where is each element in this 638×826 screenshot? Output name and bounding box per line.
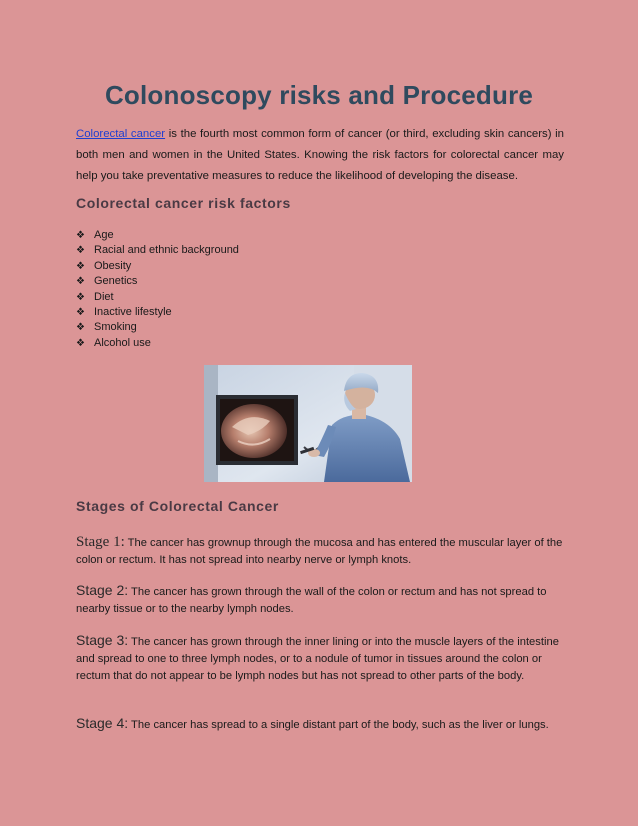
stage-1-label: Stage 1: [76,534,125,550]
list-item-label: Alcohol use [94,336,151,349]
list-item-label: Age [94,229,114,241]
list-item [76,336,239,351]
intro-paragraph [76,124,564,187]
list-item [76,243,239,258]
risk-factors-heading: Colorectal cancer risk factors [76,195,291,211]
list-item [76,228,239,243]
list-item-label: Obesity [94,259,132,272]
stage-1-text: The cancer has grownup through the mucosa and has entered the muscular layer of the colon or rectum. It has not spread into nearby nerve or lymph knots. [76,537,563,566]
diamond-bullet-icon: ❖ [76,276,85,288]
list-item [76,320,239,335]
diamond-bullet-icon: ❖ [76,337,85,349]
risk-factors-list [76,228,239,351]
stage-1-paragraph [76,534,566,569]
list-item-label: Inactive lifestyle [94,306,172,319]
stage-4-text: The cancer has spread to a single distant part of the body, such as the liver or lungs. [128,719,549,731]
diamond-bullet-icon: ❖ [76,245,85,257]
stage-3-text: The cancer has grown through the inner lining or into the muscle layers of the intestine and spread to one to three lymph nodes, or to a nodule of tumor in tissues around the colon or rectum that do not appear to be lymph nodes but has not spread to other parts of the body. [76,636,559,682]
stage-4-label: Stage 4: [76,715,129,731]
list-item-label: Smoking [94,321,137,334]
colorectal-cancer-link[interactable]: Colorectal cancer [76,128,166,140]
stage-4-paragraph [76,715,566,734]
diamond-bullet-icon: ❖ [76,322,85,334]
list-item [76,290,239,305]
list-item-label: Diet [94,290,114,303]
diamond-bullet-icon: ❖ [76,230,85,241]
intro-text: is the fourth most common form of cancer (or third, excluding skin cancers) in both men and women in the United States. Knowing the risk factors for colorectal cancer may help you take preventative measures to reduce the likelihood of developing the disease. [76,128,564,182]
stage-2-label: Stage 2: [76,582,129,598]
stage-2-text: The cancer has grown through the wall of the colon or rectum and has not spread to nearby tissue or to the nearby lymph nodes. [76,586,547,615]
colonoscopy-photo [204,365,412,482]
diamond-bullet-icon: ❖ [76,260,85,272]
list-item-label: Genetics [94,275,138,288]
list-item [76,274,239,289]
diamond-bullet-icon: ❖ [76,291,85,303]
diamond-bullet-icon: ❖ [76,307,85,319]
list-item-label: Racial and ethnic background [94,244,239,257]
page-title: Colonoscopy risks and Procedure [104,80,534,110]
stage-3-paragraph [76,632,566,685]
list-item [76,305,239,320]
stage-3-label: Stage 3: [76,632,129,648]
stages-heading: Stages of Colorectal Cancer [76,498,279,514]
stage-2-paragraph [76,582,566,618]
list-item [76,259,239,274]
